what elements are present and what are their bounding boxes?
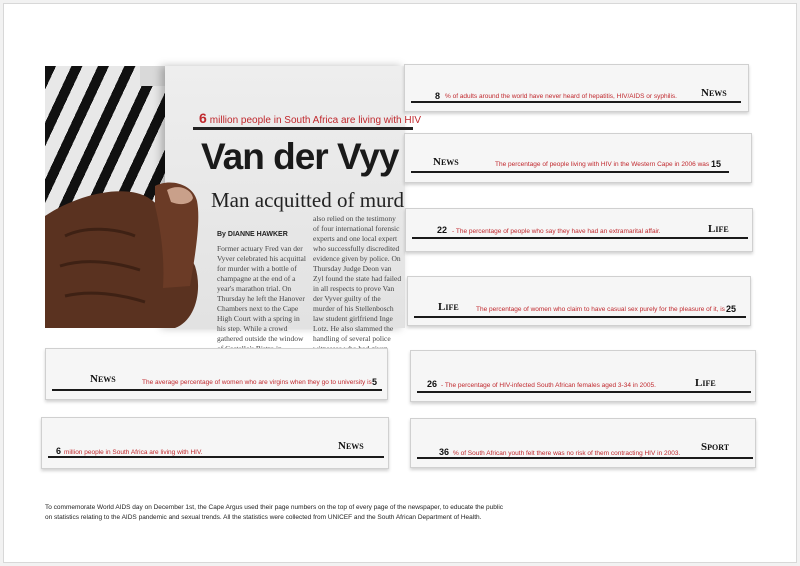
strip-5-stat: The average percentage of women who are virgins when they go to university is (142, 379, 372, 386)
strip-6-stat: - The percentage of HIV-infected South African females aged 3-34 in 2005. (441, 382, 656, 389)
caption-line-1: To commemorate World AIDS day on December 1st, the Cape Argus used their page numbers on the top of every page of the newspaper, to educate the public (45, 504, 504, 511)
strip-3-stat: - The percentage of people who say they have had an extramarital affair. (452, 228, 661, 235)
strip-6-rule (417, 391, 751, 393)
strip-7-section: News (338, 440, 364, 452)
strip-1-rule (411, 101, 741, 103)
strip-3 (405, 208, 753, 252)
strip-7-stat: million people in South Africa are living with HIV. (64, 449, 203, 456)
strip-1-section: News (701, 87, 727, 99)
strip-3-number: 22 (437, 225, 448, 235)
strip-5-number: 5 (372, 377, 378, 387)
strip-4 (407, 276, 751, 326)
strip-2-rule (411, 171, 729, 173)
strip-2-number: 15 (711, 159, 722, 169)
photo-article-column-2: also relied on the testimony of four international forensic experts and one local expert who successfully discredited evidence given by police. On Thursday Judge Deon van Zyl found the state had failed in all respects to prove Van der Vyver guilty of the murder of his Stellenbosch law student girlfriend Inge Lotz. He also slammed the handling of several police (313, 214, 402, 343)
strip-5-rule (52, 389, 382, 391)
photo-article-column-1: Former actuary Fred van der Vyver celebrated his acquittal for murder with a bottle of champagne at the end of a year's marathon trial. On Thursday he left the Hanover Chambers next to the Cape High Court with a spring in his step. While a crowd gathered outside the window (217, 244, 306, 343)
strip-5 (45, 348, 388, 400)
strip-6-number: 26 (427, 379, 438, 389)
strip-8-section: Sport (701, 441, 730, 453)
strip-6-section: Life (695, 377, 716, 389)
strip-4-section: Life (438, 301, 459, 313)
strip-5-section: News (90, 373, 116, 385)
newspaper-photo (45, 66, 422, 343)
strip-8 (410, 418, 756, 468)
strip-1-stat: % of adults around the world have never heard of hepatitis, HIV/AIDS or syphilis. (445, 93, 677, 100)
photo-subhead: Man acquitted of murd (211, 188, 405, 212)
strip-8-stat: % of South African youth felt there was no risk of them contracting HIV in 2003. (453, 450, 681, 457)
photo-folio (199, 110, 421, 126)
photo-folio-rule (193, 127, 413, 130)
hand-illustration (45, 176, 205, 328)
strip-3-section: Life (708, 223, 729, 235)
ad-caption (45, 503, 585, 523)
strip-1-number: 8 (435, 91, 441, 101)
strip-7-number: 6 (56, 446, 62, 456)
photo-headline: Van der Vyy (201, 136, 399, 177)
caption-line-2: on statistics relating to the AIDS pandemic and sexual trends. All the statistics were collected from UNICEF and the South African Department of Health. (45, 514, 482, 521)
strip-6 (410, 350, 756, 402)
strip-2 (404, 133, 752, 183)
strip-4-number: 25 (726, 304, 737, 314)
advert-page (3, 3, 797, 563)
strip-8-rule (417, 457, 753, 459)
strip-7-rule (48, 456, 384, 458)
strip-1 (404, 64, 749, 112)
strip-8-number: 36 (439, 447, 450, 457)
photo-byline: By DIANNE HAWKER (217, 231, 288, 238)
photo-folio-number: 6 (199, 110, 207, 126)
strip-3-rule (412, 237, 748, 239)
strip-2-section: News (433, 156, 459, 168)
photo-folio-text: million people in South Africa are living with HIV (209, 115, 422, 126)
strip-4-stat: The percentage of women who claim to have casual sex purely for the pleasure of it, is (476, 306, 725, 313)
strip-4-rule (414, 316, 746, 318)
strip-7 (41, 417, 389, 469)
strip-2-stat: The percentage of people living with HIV in the Western Cape in 2006 was (495, 161, 710, 168)
